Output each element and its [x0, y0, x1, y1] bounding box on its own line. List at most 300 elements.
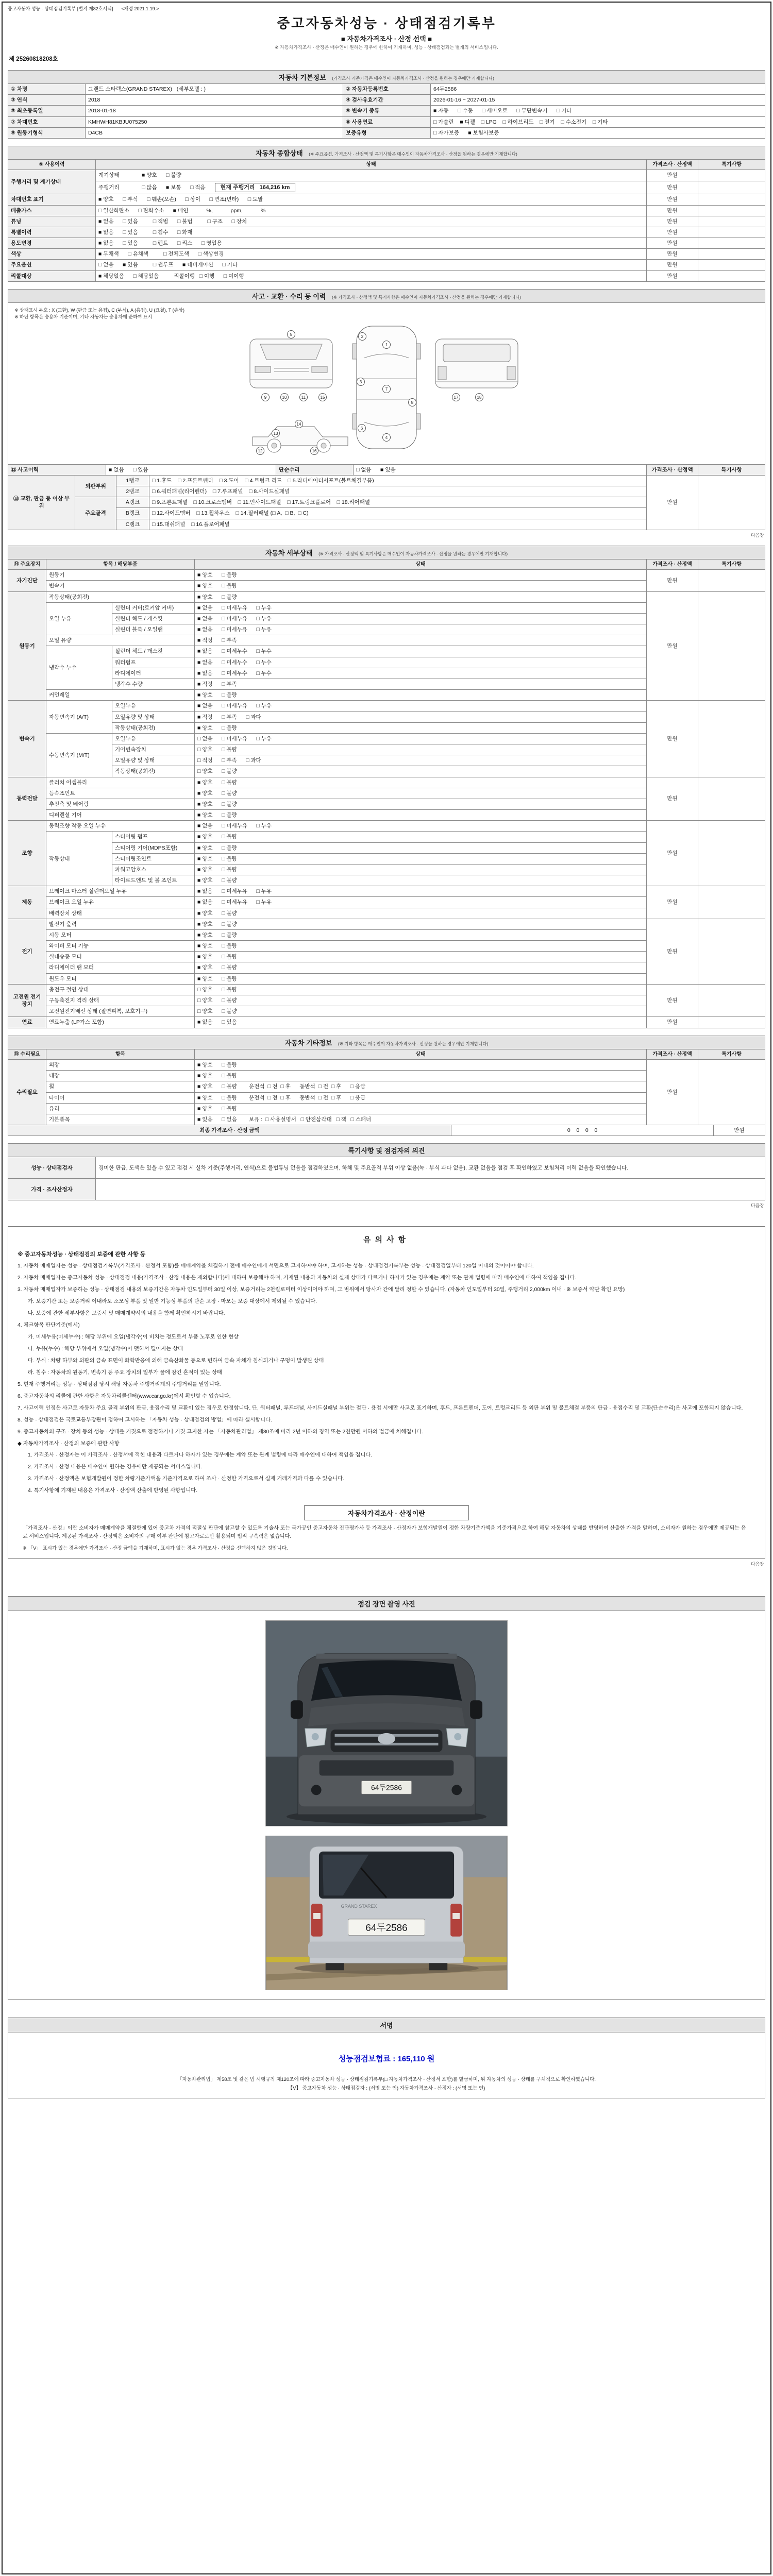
price-survey-definition-note: ※ 「V」 표시가 있는 경우에만 가격조사 · 산정 금액을 기재하며, 표시가 없는 경우 가격조사 · 산정을 선택하지 않은 것입니다. — [23, 1546, 288, 1552]
table-cell: ■ 적정 □ 부족 — [195, 679, 647, 690]
table-cell — [698, 475, 765, 530]
section-note: (※ 기타 항목은 매수인이 자동차가격조사 · 산정을 원하는 경우에만 기재합니다) — [338, 1041, 489, 1046]
table-cell: 실린더 헤드 / 개스킷 — [112, 646, 195, 657]
table-cell: ⑤ 최초등록일 — [8, 106, 86, 116]
column-header: 가격조사 · 산정액 — [647, 559, 698, 570]
diagram-text: 7 — [385, 386, 388, 392]
table-row — [8, 1157, 765, 1179]
table-cell: 냉각수 수량 — [112, 679, 195, 690]
table-cell: 만원 — [647, 701, 698, 777]
photo-rear-view — [265, 1836, 508, 1990]
table-cell: 기어변속장치 — [112, 744, 195, 755]
table-row — [8, 701, 765, 711]
price-survey-definition-text: 「가격조사 · 산정」이란 소비자가 매매계약을 체결함에 있어 중고차 가격의 적절성 판단에 참고할 수 있도록 기술사 또는 국가공인 중고자동차 진단평가사 등 가격조사 · 산정자가 보험개발원이 정한 차량기준가액을 기준가격으로 하여 해당 자동차의 상태를 반영하여 산출한 가격을 말하며, 소비자가 원하는 경우에만 제공되는 유료 서비스입니다. 제공된 가격조사 · 산정액은 소비자의 구매 여부 판단에 참고자료로만 활용되며 법적 구속력은 없습니다. — [23, 1526, 746, 1540]
table-cell: ■ 적정 □ 부족 — [195, 635, 647, 646]
table-row — [8, 777, 765, 788]
table-cell: 내장 — [46, 1071, 195, 1081]
table-row — [8, 227, 765, 238]
table-cell: 휠 — [46, 1081, 195, 1092]
section-title: 자동차 기타정보 — [284, 1039, 332, 1047]
table-row — [8, 886, 765, 897]
diagram-rect — [255, 366, 271, 372]
table-body — [8, 464, 765, 475]
diagram-text: 17 — [453, 395, 459, 400]
notice-item: ◆ 자동차가격조사 · 산정의 보증에 관한 사항 — [18, 1440, 120, 1447]
table-body — [8, 170, 765, 281]
notice-item: 4. 특기사항에 기재된 내용은 가격조사 · 산정액 산출에 반영된 사항입니다. — [28, 1488, 198, 1494]
table-row — [8, 559, 765, 570]
rear-license-plate: 64두2586 — [365, 1922, 408, 1934]
table-cell: 보증유형 — [343, 127, 431, 138]
text-span: □ 없음 ■ 있음 □ 썬루프 ■ 네비게이션 □ 기타 — [98, 262, 238, 268]
table-cell: ② 자동차등록번호 — [343, 84, 431, 95]
table-cell — [698, 270, 765, 281]
form-revision: <개정 2021.1.19.> — [121, 6, 159, 11]
table-cell: 2랭크 — [116, 486, 149, 497]
section-title: 자동차 기본정보 — [279, 74, 326, 81]
table-cell: 윈도우 모터 — [46, 973, 195, 984]
table-cell — [96, 227, 647, 238]
table-row — [8, 464, 765, 475]
table-cell: 외판부위 — [75, 475, 116, 497]
notice-item: 8. 성능 · 상태점검은 국토교통부장관이 정하여 고시하는 「자동차 성능 · 상태점검의 방법」에 따라 실시합니다. — [18, 1417, 272, 1423]
front-license-plate: 64두2586 — [371, 1783, 402, 1792]
table-cell: 타이어 — [46, 1092, 195, 1103]
table-cell: 만원 — [647, 475, 698, 530]
final-price-table — [8, 1125, 765, 1136]
text-span: ■ 없음 □ 있음 □ 적법 □ 불법 □ 구조 □ 장치 — [98, 218, 247, 225]
diagram-rect — [308, 1942, 465, 1958]
table-cell: 주요골격 — [75, 497, 116, 530]
section-inspector-opinion — [8, 1143, 765, 1157]
table-cell — [698, 238, 765, 249]
column-header: 가격조사 · 산정액 — [647, 1049, 698, 1060]
table-cell: ■ 없음 □ 미세누수 □ 누수 — [195, 646, 647, 657]
diagram-rect — [443, 344, 510, 362]
table-cell: 연료누출 (LP가스 포함) — [46, 1017, 195, 1028]
column-header: ⑭ 주요장치 — [8, 559, 46, 570]
table-cell: 주요옵션 — [8, 260, 96, 270]
table-row — [8, 106, 765, 116]
table-cell: □ 양호 □ 불량 — [195, 744, 647, 755]
table-cell: ■ 양호 □ 불량 — [195, 570, 647, 581]
next-page-marker: 다음장 — [750, 532, 764, 538]
table-cell: 오일 유량 — [46, 635, 195, 646]
table-row — [8, 1125, 765, 1136]
text-span: ■ 해당없음 □ 해당있음 리콜이행 □ 이행 □ 미이행 — [98, 273, 244, 279]
opinion-row-label: 가격 · 조사산정자 — [8, 1179, 96, 1200]
table-cell: □ 양호 □ 불량 — [195, 1006, 647, 1017]
table-cell: 유리 — [46, 1103, 195, 1114]
table-cell: 실린더 블록 / 오일팬 — [112, 624, 195, 635]
table-cell — [698, 886, 765, 919]
diagram-circle — [451, 1785, 462, 1795]
table-row — [8, 95, 765, 106]
inspection-form-page — [2, 2, 771, 2574]
table-cell: ■ 양호 □ 불량 — [195, 864, 647, 875]
notice-section — [8, 1226, 765, 1559]
column-header: 항목 — [46, 1049, 195, 1060]
table-cell: ■ 없음 □ 미세누유 □ 누유 — [195, 701, 647, 711]
column-header: 상태 — [195, 559, 647, 570]
section-accident-history — [8, 289, 765, 303]
table-cell: ■ 없음 □ 미세누수 □ 누수 — [195, 657, 647, 668]
section-title: 자동차 세부상태 — [265, 549, 313, 557]
legend-codes: ※ 상태표시 부호 : X (교환), W (판금 또는 용접), C (부식), A (흠집), U (요철), T (손상) — [14, 307, 184, 313]
table-cell: ① 차명 — [8, 84, 86, 95]
table-cell — [698, 249, 765, 260]
next-page-marker: 다음장 — [750, 1562, 764, 1567]
section-note: (※ 주요옵션, 가격조사 · 산정액 및 특기사항은 매수인이 자동차가격조사 · 산정을 원하는 경우에만 기재합니다) — [309, 151, 517, 157]
table-cell: ■ 없음 □ 미세누유 □ 누유 — [195, 886, 647, 897]
table-cell: □ 적정 □ 부족 □ 과다 — [195, 755, 647, 766]
table-cell: ■ 없음 □ 미세누수 □ 누수 — [195, 668, 647, 679]
price-survey-option-note: ※ 자동차가격조사 · 산정은 매수인이 원하는 경우에 한하여 기재하며, 성능 · 상태점검과는 별개의 서비스입니다. — [275, 45, 498, 50]
table-cell: ■ 양호 □ 불량 — [195, 853, 647, 864]
section-title: 사고 · 교환 · 수리 등 이력 — [251, 292, 326, 300]
basic-info-table — [8, 83, 765, 139]
inspection-photos-section — [8, 1596, 765, 2000]
diagram-text: 1 — [385, 342, 388, 347]
notice-item: 1. 가격조사 · 산정자는 이 가격조사 · 산정서에 적힌 내용과 다르거나 하자가 있는 경우에는 계약 또는 관계 법령에 따라 매수인에 대하여 책임을 집니다. — [28, 1452, 373, 1459]
table-cell: 클러치 어셈블리 — [46, 777, 195, 788]
text-span: 현재 주행거리 164,216 km — [215, 183, 296, 193]
table-cell: ■ 없음 □ 미세누유 □ 누유 — [195, 613, 647, 624]
table-cell — [96, 216, 647, 227]
table-cell — [96, 270, 647, 281]
table-cell: 제동 — [8, 886, 46, 919]
panel-repair-table — [8, 475, 765, 530]
table-cell — [698, 777, 765, 821]
notice-item: 3. 가격조사 · 산정액은 보험개발원이 정한 차량기준가액을 기준가격으로 하여 조사 · 산정한 가격으로서 실제 거래가격과 다를 수 있습니다. — [28, 1476, 345, 1482]
table-cell: 2018-01-18 — [86, 106, 343, 116]
table-cell: □ 양호 □ 불량 — [195, 984, 647, 995]
table-cell — [698, 984, 765, 1017]
photos-title: 점검 장면 촬영 사진 — [8, 1597, 765, 1611]
table-cell: □ 양호 □ 불량 — [195, 766, 647, 777]
table-cell: C랭크 — [116, 519, 149, 530]
table-cell: 실린더 커버(로커암 커버) — [112, 602, 195, 613]
column-header: 상태 — [195, 1049, 647, 1060]
table-cell: 만원 — [647, 238, 698, 249]
table-cell: ■ 없음 □ 미세누유 □ 누유 — [195, 821, 647, 832]
table-row — [8, 260, 765, 270]
table-cell: 발전기 출력 — [46, 919, 195, 929]
table-cell: 작동상태(공회전) — [112, 766, 195, 777]
column-header: 가격조사 · 산정액 — [647, 159, 698, 170]
table-cell: 스티어링 기어(MDPS포함) — [112, 842, 195, 853]
table-body — [8, 1157, 765, 1200]
diagram-rect — [470, 1700, 482, 1719]
table-cell: 만원 — [647, 227, 698, 238]
table-cell: 만원 — [647, 249, 698, 260]
table-cell: □ 1.후드 □ 2.프론트펜더 □ 3.도어 □ 4.트렁크 리드 □ 5.라디에이터서포트(볼트체결부품) — [149, 475, 647, 486]
table-cell: 만원 — [647, 260, 698, 270]
table-cell: ■ 양호 □ 불량 — [195, 962, 647, 973]
diagram-rect — [438, 366, 446, 380]
table-cell: 외장 — [46, 1060, 195, 1071]
table-cell: ■ 양호 □ 불량 — [195, 788, 647, 799]
table-cell: 단순수리 — [276, 464, 354, 475]
table-cell: 오일누유 — [112, 733, 195, 744]
notice-item: 2. 가격조사 · 산정 내용은 매수인이 원하는 경우에만 제공되는 서비스입니다. — [28, 1464, 203, 1470]
diagram-polygon — [260, 344, 322, 360]
table-cell: ③ 연식 — [8, 95, 86, 106]
notice-heading: ※ 중고자동차성능 · 상태점검의 보증에 관한 사항 등 — [18, 1251, 146, 1258]
table-cell: □ 없음 ■ 있음 — [354, 464, 647, 475]
table-cell: 원동기 — [46, 570, 195, 581]
table-cell: ■ 양호 □ 불량 — [195, 973, 647, 984]
page-title: 중고자동차성능 · 상태점검기록부 — [277, 15, 496, 31]
overall-condition-table — [8, 159, 765, 282]
table-cell: ■ 양호 □ 불량 — [195, 952, 647, 962]
signature-title: 서명 — [8, 2018, 765, 2032]
table-row — [8, 1060, 765, 1071]
table-cell: 1랭크 — [116, 475, 149, 486]
notice-item: 다. 부식 : 차량 하부와 외판의 금속 표면이 화학반응에 의해 금속산화물 등으로 변하여 금속 자체가 침식되거나 구멍이 발생된 상태 — [28, 1358, 324, 1364]
table-cell: 만원 — [647, 886, 698, 919]
table-cell: 와이퍼 모터 기능 — [46, 941, 195, 952]
vehicle-diagram — [237, 321, 536, 457]
diagram-text: 6 — [360, 426, 363, 431]
diagram-rect — [326, 1963, 344, 1971]
table-cell: □ 자가보증 ■ 보험사보증 — [431, 127, 765, 138]
table-row — [8, 270, 765, 281]
table-cell: ■ 양호 □ 불량 — [195, 591, 647, 602]
table-cell: 조향 — [8, 821, 46, 886]
opinion-row-label: 성능 · 상태점검자 — [8, 1157, 96, 1179]
table-cell — [698, 701, 765, 777]
table-row — [8, 205, 765, 216]
table-cell — [96, 170, 647, 181]
document-number: 제 25260818208호 — [9, 56, 58, 62]
table-cell: ■ 양호 □ 불량 — [195, 875, 647, 886]
column-header: 특기사항 — [698, 559, 765, 570]
section-title: 자동차 종합상태 — [256, 149, 303, 157]
table-cell: 라디에이터 — [112, 668, 195, 679]
text-span: □ 많음 ■ 보통 □ 적음 — [142, 184, 206, 191]
table-cell: 추진축 및 베어링 — [46, 799, 195, 809]
section-overall-condition — [8, 146, 765, 160]
table-cell: 수리필요 — [8, 1060, 46, 1125]
table-cell: 오일유량 및 상태 — [112, 711, 195, 722]
table-cell: 시동 모터 — [46, 929, 195, 940]
notice-item: 나. 보증에 관한 세부사항은 보증서 및 매매계약서의 내용을 함께 확인하시기 바랍니다. — [28, 1311, 225, 1317]
diagram-text: 9 — [264, 395, 267, 400]
text-span: ■ 없음 □ 있음 □ 렌트 □ 리스 □ 영업용 — [98, 240, 222, 247]
table-cell: ■ 없음 □ 미세누유 □ 누유 — [195, 602, 647, 613]
table-cell: 브레이크 마스터 실린더오일 누유 — [46, 886, 195, 897]
table-cell — [698, 227, 765, 238]
inspector-opinion-table — [8, 1157, 765, 1200]
table-cell — [96, 238, 647, 249]
table-cell: ■ 없음 □ 미세누유 □ 누유 — [195, 897, 647, 908]
table-cell: ■ 없음 □ 있음 — [106, 464, 276, 475]
diagram-rect — [316, 1654, 457, 1659]
table-cell: ■ 없음 □ 미세누유 □ 누유 — [195, 624, 647, 635]
table-cell: 스티어링조인트 — [112, 853, 195, 864]
diagram-rect — [313, 1913, 321, 1919]
table-cell — [698, 1017, 765, 1028]
table-cell: 오일누유 — [112, 701, 195, 711]
table-cell: ■ 없음 □ 있음 — [195, 1017, 647, 1028]
notice-item: 가. 미세누유(미세누수) : 해당 부위에 오일(냉각수)이 비치는 정도로서 부품 노후로 인한 현상 — [28, 1334, 239, 1340]
notice-item: 라. 침수 : 자동차의 원동기, 변속기 등 주요 장치의 일부가 물에 잠긴 흔적이 있는 상태 — [28, 1369, 222, 1376]
price-survey-option-title: ■ 자동차가격조사 · 산정 선택 ■ — [341, 35, 432, 43]
table-cell: 변속기 — [8, 701, 46, 777]
diagram-text: 15 — [320, 395, 325, 400]
diagram-circle — [311, 1785, 322, 1795]
table-cell: ⑫ 사고이력 — [8, 464, 106, 475]
notice-item: 2. 자동차 매매업자는 중고자동차 성능 · 상태점검 내용(가격조사 · 산정 내용은 제외합니다)에 대하여 보증해야 하며, 기재된 내용과 자동차의 실제 상태가 다르거나 하자가 있는 경우에는 계약 또는 관계 법령에 따라 매수인에 대하여 책임을 집니다. — [18, 1275, 577, 1281]
table-cell — [96, 260, 647, 270]
table-cell: 특별이력 — [8, 227, 96, 238]
table-cell: ⑨ 원동기형식 — [8, 127, 86, 138]
diagram-text: 4 — [385, 435, 388, 440]
table-cell: 동력조향 작동 오일 누유 — [46, 821, 195, 832]
diagram-rect — [416, 414, 421, 429]
table-cell: 작동상태(공회전) — [46, 591, 195, 602]
table-body — [8, 1060, 765, 1125]
table-row — [8, 821, 765, 832]
table-row — [8, 84, 765, 95]
table-cell: 2026-01-16 ~ 2027-01-15 — [431, 95, 765, 106]
model-badge: GRAND STAREX — [341, 1904, 377, 1909]
final-price-label: 최종 가격조사 · 산정 금액 — [8, 1125, 451, 1136]
diagram-ellipse — [294, 1963, 479, 1974]
table-cell — [698, 1060, 765, 1125]
table-cell — [698, 194, 765, 205]
table-cell: 전기 — [8, 919, 46, 984]
table-cell: 만원 — [647, 205, 698, 216]
table-cell: 작동상태 — [46, 832, 112, 886]
notice-item: 4. 체크항목 판단기준(예시) — [18, 1322, 80, 1328]
table-cell: 오일 누유 — [46, 602, 112, 635]
text-span: ■ 무채색 □ 유채색 □ 전체도색 □ 색상변경 — [98, 251, 224, 258]
table-row — [8, 238, 765, 249]
table-cell: □ 15.대쉬패널 □ 16.플로어패널 — [149, 519, 647, 530]
diagram-rect — [452, 1913, 460, 1919]
table-cell: 연료 — [8, 1017, 46, 1028]
column-header: 항목 / 해당부품 — [46, 559, 195, 570]
diagram-rect — [352, 344, 357, 359]
notice-item: 5. 현재 주행거리는 성능 · 상태점검 당시 해당 자동차 주행거리계의 주행거리를 말합니다. — [18, 1381, 221, 1387]
section-note: (※ 가격조사 · 산정액 및 특기사항은 매수인이 자동차가격조사 · 산정을 원하는 경우에만 기재합니다) — [331, 294, 521, 300]
table-cell: 만원 — [647, 919, 698, 984]
diagram-rect — [416, 344, 421, 359]
table-cell: 만원 — [647, 270, 698, 281]
legend-note: ※ 하단 항목은 승용차 기준이며, 기타 자동차는 승용차에 준하여 표시 — [14, 314, 153, 320]
table-cell: ■ 양호 □ 불량 — [195, 810, 647, 821]
table-body — [8, 475, 765, 530]
table-cell: 등속조인트 — [46, 788, 195, 799]
diagram-rect — [352, 414, 357, 429]
signature-body — [8, 2032, 765, 2098]
table-cell: 만원 — [647, 591, 698, 701]
table-cell: ■ 양호 □ 불량 운전석 □ 전 □ 후 동반석 □ 전 □ 후 □ 응급 — [195, 1092, 647, 1103]
table-cell — [698, 821, 765, 886]
table-cell: ■ 자동 □ 수동 □ 세미오토 □ 무단변속기 □ 기타 — [431, 106, 765, 116]
table-cell: 디퍼렌셜 기어 — [46, 810, 195, 821]
table-cell: ■ 있음 □ 없음 보유 : □ 사용설명서 □ 안전삼각대 □ 잭 □ 스패너 — [195, 1114, 647, 1125]
table-cell — [698, 181, 765, 194]
table-cell: 만원 — [647, 984, 698, 1017]
table-cell: ■ 양호 □ 불량 — [195, 919, 647, 929]
section-detail-condition — [8, 546, 765, 560]
table-cell: 작동상태(공회전) — [112, 722, 195, 733]
table-body — [8, 84, 765, 139]
table-cell: 변속기 — [46, 581, 195, 591]
diagram-rect — [507, 366, 515, 380]
column-header: 상태 — [96, 159, 647, 170]
table-cell: ■ 양호 □ 불량 — [195, 908, 647, 919]
table-cell — [698, 570, 765, 591]
table-cell: 워터펌프 — [112, 657, 195, 668]
table-cell: □ 12.사이드멤버 □ 13.휠하우스 □ 14.필러패널 (□ A, □ B, □ C) — [149, 508, 647, 519]
table-row — [8, 249, 765, 260]
table-cell: 오일유량 및 상태 — [112, 755, 195, 766]
vehicle-diagram-panel — [8, 302, 765, 465]
notice-item: 7. 사고이력 인정은 사고로 자동차 주요 골격 부위의 판금, 용접수리 및 교환이 있는 경우로 한정합니다. 단, 쿼터패널, 루프패널, 사이드실패널 부위는 절단 · 용접 시에만 사고로 표기하며, 후드, 프론트펜더, 도어, 트렁크리드 등 외판 부위 및 볼트체결 부품의 판금 · 용접수리 및 교환(단순수리)은 사고에 포함되지 않습니다. — [18, 1405, 743, 1411]
table-cell — [698, 591, 765, 701]
text-span: ■ 양호 □ 부식 □ 훼손(오손) □ 상이 □ 변조(변타) □ 도말 — [98, 196, 263, 203]
table-cell: ■ 양호 □ 불량 — [195, 1103, 647, 1114]
table-cell: 자기진단 — [8, 570, 46, 591]
inspection-insurance-fee: 성능점검보험료 : 165,110 원 — [338, 2055, 435, 2064]
table-cell: 고전원전기배선 상태 (절연피복, 보호기구) — [46, 1006, 195, 1017]
table-cell: 만원 — [647, 1017, 698, 1028]
diagram-rect — [311, 1904, 323, 1937]
table-row — [8, 170, 765, 181]
table-cell: 튜닝 — [8, 216, 96, 227]
price-survey-definition-title: 자동차가격조사 · 산정이란 — [304, 1505, 469, 1520]
table-row — [8, 475, 765, 486]
text-span: ■ 양호 □ 불량 — [142, 172, 181, 179]
table-row — [8, 591, 765, 602]
table-cell: 스티어링 펌프 — [112, 832, 195, 842]
photo-front-view — [265, 1620, 508, 1826]
table-cell: 실내송풍 모터 — [46, 952, 195, 962]
table-cell: □ 가솔린 ■ 디젤 □ LPG □ 하이브리드 □ 전기 □ 수소전기 □ 기타 — [431, 116, 765, 127]
accident-history-table — [8, 464, 765, 476]
section-basic-info — [8, 70, 765, 84]
table-row — [8, 181, 765, 194]
table-cell: B랭크 — [116, 508, 149, 519]
table-cell: 구동축전지 격리 상태 — [46, 995, 195, 1006]
diagram-circle — [454, 1733, 461, 1740]
diagram-circle — [312, 1733, 319, 1740]
table-cell — [96, 205, 647, 216]
table-cell: 고전원 전기장치 — [8, 984, 46, 1017]
text-span: ■ 없음 □ 있음 □ 침수 □ 화재 — [98, 229, 193, 235]
table-cell: KMHWH81KBJU075250 — [86, 116, 343, 127]
table-row — [8, 127, 765, 138]
notice-item: 3. 자동차 매매업자가 보증하는 성능 · 상태점검 내용의 보증기간은 자동차 인도일부터 30일 이상, 보증거리는 2천킬로미터 이상이어야 하며, 그 범위에서 당사자 간에 달리 정할 수 있습니다. (자동차 인도일부터 30일, 주행거리 2,000km 이내 · ※ 보증서 약관 확인 요망) — [18, 1287, 625, 1293]
opinion-text: 경미한 판금, 도색은 있을 수 있고 점검 시 실차 기준(주행거리, 연식)으로 불법튜닝 없음을 점검하였으며, 하체 및 주요골격 부위 이상 없음(녹 · 부식 과다 없음), 교환 없음을 점검 후 확인하였고 보험처리 이력 없음을 확인했습니다. — [96, 1157, 765, 1179]
diagram-circle — [272, 443, 277, 448]
diagram-text: 10 — [282, 395, 287, 400]
table-cell: D4CB — [86, 127, 343, 138]
diagram-text: 8 — [411, 400, 414, 405]
diagram-rect — [320, 1760, 454, 1776]
column-header: 특기사항 — [698, 1049, 765, 1060]
table-head — [8, 559, 765, 570]
table-cell: ■ 양호 □ 불량 — [195, 581, 647, 591]
table-cell: ■ 양호 □ 불량 — [195, 777, 647, 788]
table-body — [8, 570, 765, 1028]
section-etc-info — [8, 1036, 765, 1049]
table-cell: 충전구 절연 상태 — [46, 984, 195, 995]
